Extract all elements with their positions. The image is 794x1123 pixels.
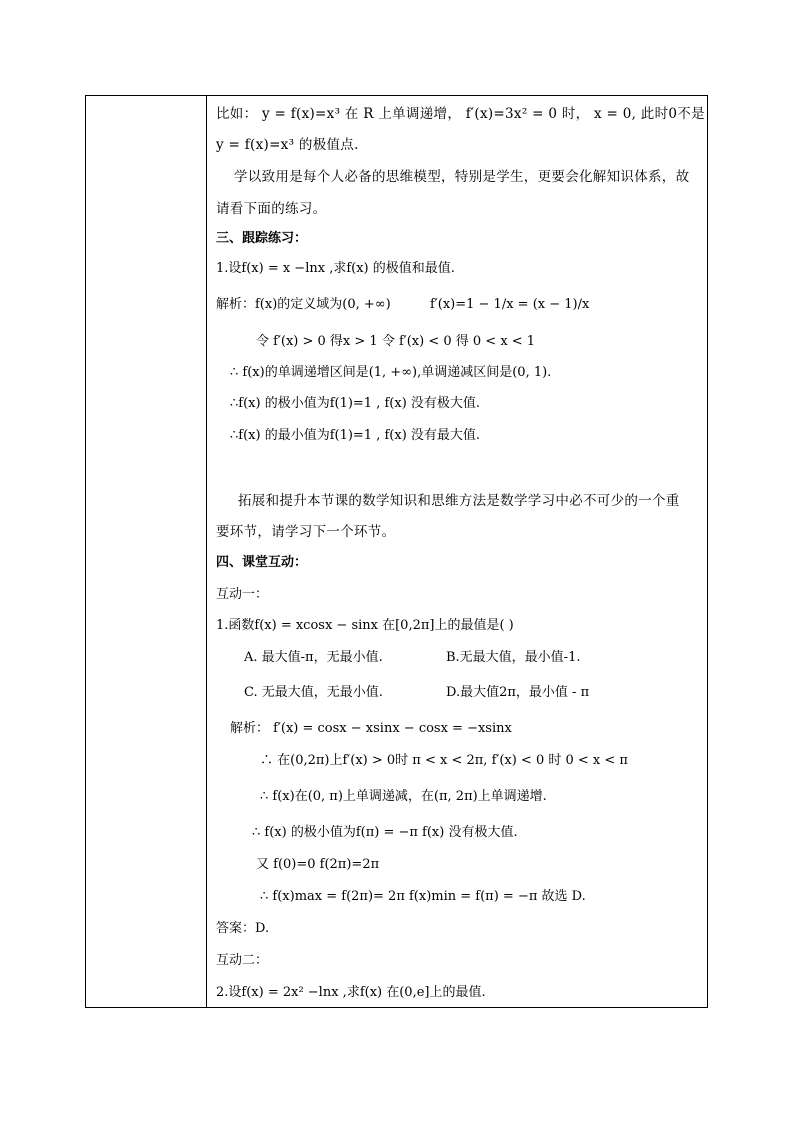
interaction-1-monotonic: ∴ f(x)在(0, π)上单调递减，在(π, 2π)上单调递增. [260,789,547,804]
choice-d: D.最大值2π，最小值 - π [446,685,590,700]
interaction-two-heading: 互动二： [216,953,269,968]
interaction-1-extremum: ∴ f(x) 的极小值为f(π) = −π f(x) 没有极大值. [252,825,518,840]
paragraph-application-2: 请看下面的练习。 [216,201,327,217]
lesson-table [85,95,708,1008]
interaction-1-answer: 答案：D. [216,921,270,936]
table-content-cell [208,96,707,1007]
choice-b: B.无最大值，最小值-1. [446,650,581,665]
paragraph-extension-1: 拓展和提升本节课的数学知识和思维方法是数学学习中必不可少的一个重 [238,493,680,509]
interaction-1-endpoints: 又 f(0)=0 f(2π)=2π [256,857,380,872]
interaction-1-conclusion: ∴ f(x)max = f(2π)= 2π f(x)min = f(π) = −π 故选 D. [260,889,586,904]
interaction-2-question: 2.设f(x) = 2x² −lnx ,求f(x) 在(0,e]上的最值. [216,985,486,1000]
exercise-1-extremum: ∴f(x) 的极小值为f(1)=1 , f(x) 没有极大值. [230,396,481,411]
paragraph-application-1: 学以致用是每个人必备的思维模型，特别是学生，更要会化解知识体系，故 [234,169,690,185]
interaction-1-question: 1.函数f(x) = xcosx − sinx 在[0,2π]上的最值是( ) [216,618,514,633]
choice-c: C. 无最大值，无最小值. [244,685,383,700]
exercise-1-monotonic-intervals: ∴ f(x)的单调递增区间是(1, +∞),单调递减区间是(0, 1). [230,365,552,380]
line-example-1: 比如： y = f(x)=x³ 在 R 上单调递增， f′(x)=3x² = 0 时， x = 0, 此时0不是 [216,106,705,122]
line-example-2: y = f(x)=x³ 的极值点. [216,137,359,153]
exercise-1-solution-domain: 解析：f(x)的定义域为(0, +∞) [216,297,391,312]
section-heading-tracking: 三、跟踪练习： [216,231,308,246]
table-left-column [86,96,207,1007]
interaction-one-heading: 互动一： [216,587,269,602]
exercise-1-sign-analysis: 令 f′(x) > 0 得x > 1 令 f′(x) < 0 得 0 < x < 1 [256,334,536,349]
paragraph-extension-2: 要环节，请学习下一个环节。 [216,524,396,540]
section-heading-interaction: 四、课堂互动： [216,555,308,570]
exercise-1-question: 1.设f(x) = x −lnx ,求f(x) 的极值和最值. [216,261,455,276]
choice-a: A. 最大值-π，无最小值. [244,650,383,665]
exercise-1-derivative: f′(x)=1 − 1/x = (x − 1)/x [430,297,590,312]
interaction-1-derivative: 解析： f′(x) = cosx − xsinx − cosx = −xsinx [230,721,512,736]
exercise-1-min-value: ∴f(x) 的最小值为f(1)=1 , f(x) 没有最大值. [230,428,481,443]
interaction-1-sign-analysis: ∴ 在(0,2π)上f′(x) > 0时 π < x < 2π, f′(x) < 0 时 0 < x < π [260,753,628,768]
